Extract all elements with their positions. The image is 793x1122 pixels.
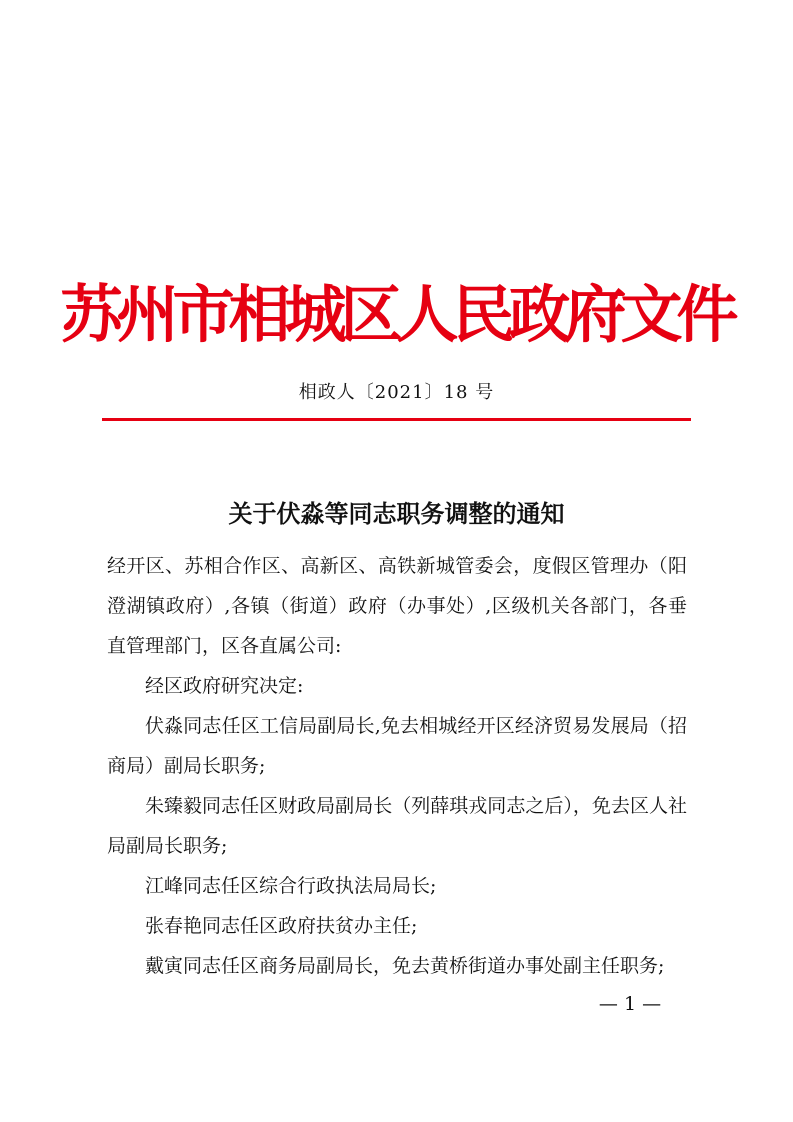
body-paragraph: 张春艳同志任区政府扶贫办主任; (145, 915, 418, 937)
document-issuer-header: 苏州市相城区人民政府文件 (60, 277, 733, 351)
recipients-paragraph: 经开区、苏相合作区、高新区、高铁新城管委会，度假区管理办（阳澄湖镇政府）,各镇（街道）政府（办事处）,区级机关各部门，各垂直管理部门，区各直属公司: (107, 555, 687, 657)
body-paragraph: 朱臻毅同志任区财政局副局长（列薛琪戎同志之后），免去区人社局副局长职务; (107, 795, 687, 857)
red-separator-line (102, 418, 691, 421)
body-paragraph: 经区政府研究决定: (145, 675, 304, 697)
body-paragraph: 江峰同志任区综合行政执法局局长; (145, 875, 437, 897)
page-number: — 1 — (598, 993, 662, 1015)
body-paragraph: 戴寅同志任区商务局副局长，免去黄桥街道办事处副主任职务; (145, 955, 665, 977)
document-number: 相政人〔2021〕18 号 (298, 382, 495, 403)
body-paragraph: 伏淼同志任区工信局副局长,免去相城经开区经济贸易发展局（招商局）副局长职务; (107, 715, 687, 777)
document-title: 关于伏淼等同志职务调整的通知 (228, 498, 565, 528)
document-body (107, 546, 687, 986)
